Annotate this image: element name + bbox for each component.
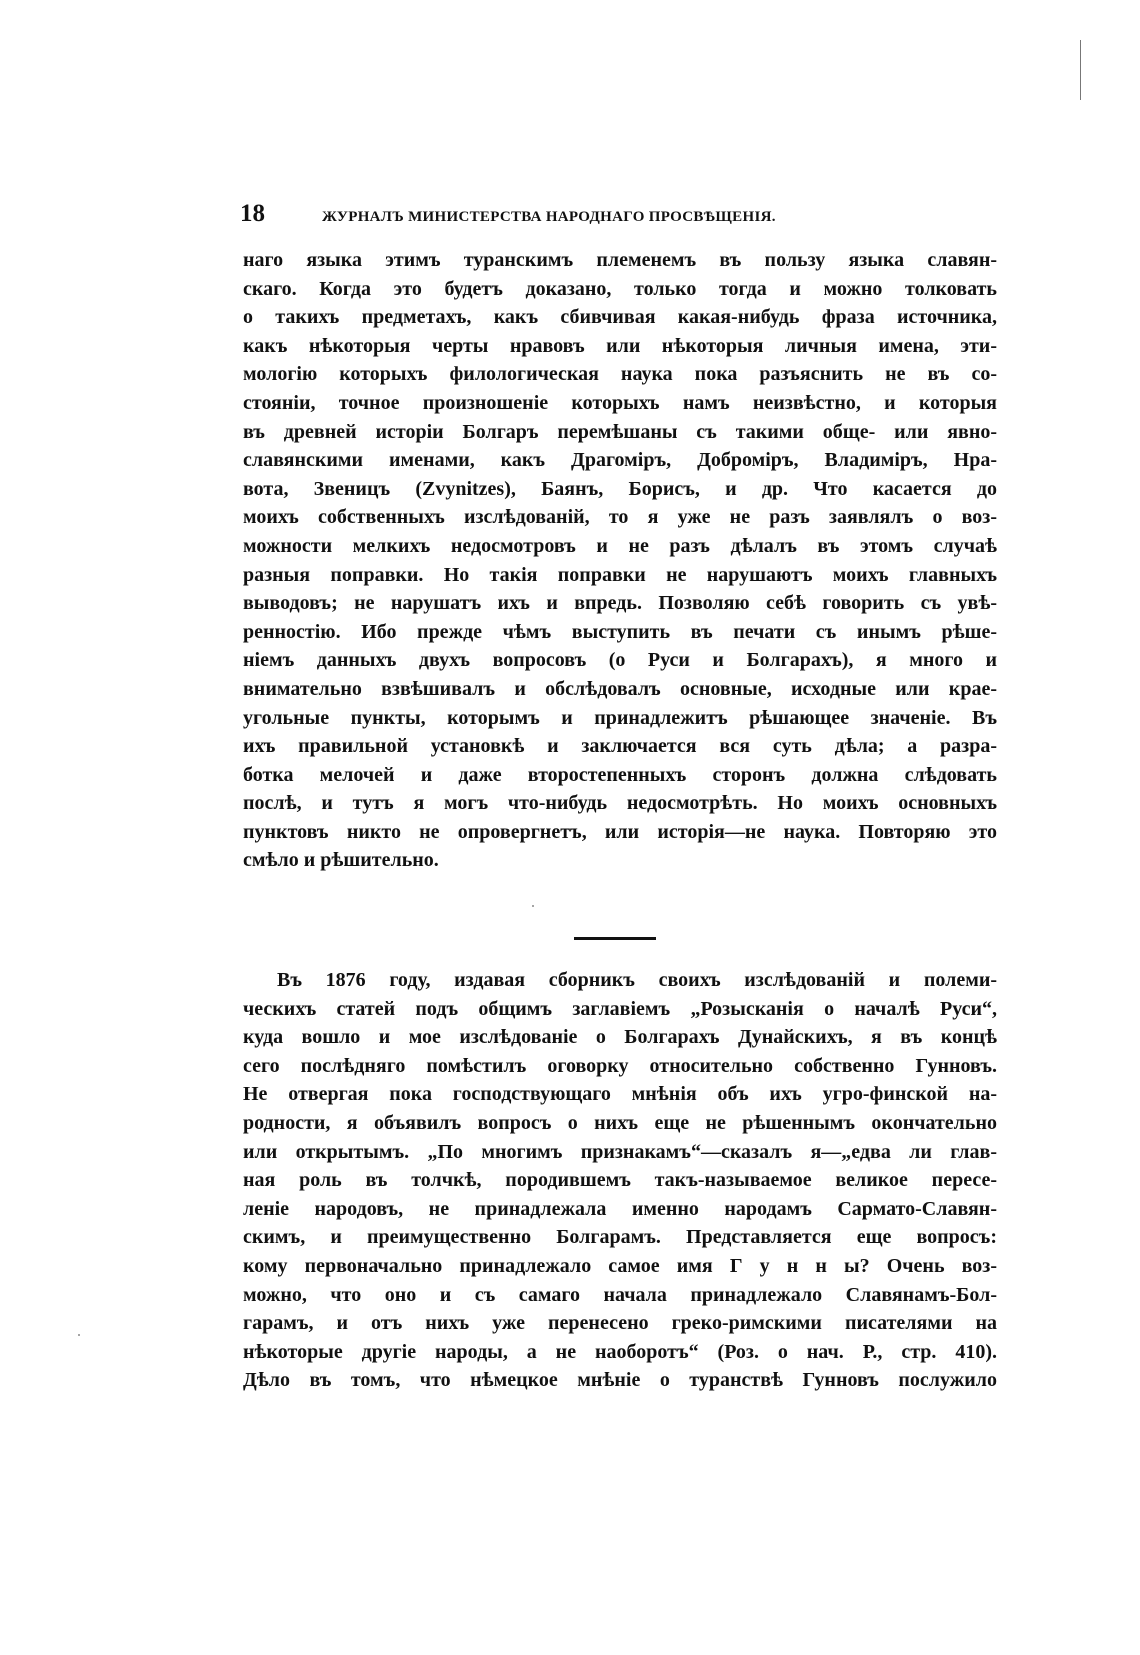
running-title: ЖУРНАЛЪ МИНИСТЕРСТВА НАРОДНАГО ПРОСВѢЩЕНІЯ. xyxy=(322,209,776,225)
text-line: куда вошло и мое изслѣдованіе о Болгарахъ Дунайскихъ, я въ концѣ xyxy=(243,1026,997,1049)
text-line: скимъ, и преимущественно Болгарамъ. Представляется еще вопросъ: xyxy=(243,1226,997,1249)
text-line: о такихъ предметахъ, какъ сбивчивая какая-нибудь фраза источника, xyxy=(243,306,997,329)
text-line: ренностію. Ибо прежде чѣмъ выступить въ печати съ инымъ рѣше- xyxy=(243,620,997,643)
text-line: угольные пункты, которымъ и принадлежитъ рѣшающее значеніе. Въ xyxy=(243,706,997,729)
text-line: наго языка этимъ туранскимъ племенемъ въ пользу языка славян- xyxy=(243,249,997,271)
page-number: 18 xyxy=(240,200,265,227)
scan-edge-mark xyxy=(1080,40,1081,100)
text-line: родности, я объявилъ вопросъ о нихъ еще не рѣшеннымъ окончательно xyxy=(243,1111,997,1134)
text-line: ихъ правильной установкѣ и заключается вся суть дѣла; а разра- xyxy=(243,735,997,758)
text-line: разныя поправки. Но такія поправки не нарушаютъ моихъ главныхъ xyxy=(243,563,997,586)
text-line: какъ нѣкоторыя черты нравовъ или нѣкоторыя личныя имена, эти- xyxy=(243,334,997,357)
text-line: послѣ, и тутъ я могъ что-нибудь недосмотрѣть. Но моихъ основныхъ xyxy=(243,792,997,815)
text-line: гарамъ, и отъ нихъ уже перенесено греко-римскими писателями на xyxy=(243,1312,997,1335)
text-line: ческихъ статей подъ общимъ заглавіемъ „Розысканія о началѣ Руси“, xyxy=(243,997,997,1020)
text-line: пунктовъ никто не опровергнетъ, или исторія—не наука. Повторяю это xyxy=(243,820,997,843)
text-line: мологію которыхъ филологическая наука пока разъяснить не въ со- xyxy=(243,363,997,386)
text-line: славянскими именами, какъ Драгоміръ, Доброміръ, Владиміръ, Нра- xyxy=(243,449,997,472)
text-line: ботка мелочей и даже второстепенныхъ сторонъ должна слѣдовать xyxy=(243,763,997,786)
text-line: въ древней исторіи Болгаръ перемѣшаны съ такими обще- или явно- xyxy=(243,420,997,443)
text-line: Не отвергая пока господствующаго мнѣнія объ ихъ угро-финской на- xyxy=(243,1083,997,1106)
text-line: можно, что оно и съ самаго начала принадлежало Славянамъ-Бол- xyxy=(243,1283,997,1306)
scan-speck xyxy=(532,905,534,907)
text-line: леніе народовъ, не принадлежала именно народамъ Сармато-Славян- xyxy=(243,1197,997,1220)
paragraph-1 xyxy=(243,246,997,875)
text-line: смѣло и рѣшительно. xyxy=(243,849,439,872)
text-line: Въ 1876 году, издавая сборникъ своихъ изслѣдованій и полеми- xyxy=(277,969,997,991)
text-line: ніемъ данныхъ двухъ вопросовъ (о Руси и Болгарахъ), я много и xyxy=(243,649,997,672)
section-divider xyxy=(574,937,656,940)
text-line: стояніи, точное произношеніе которыхъ намъ неизвѣстно, и которыя xyxy=(243,391,997,414)
text-line: нѣкоторые другіе народы, а не наоборотъ“ (Роз. о нач. Р., стр. 410). xyxy=(243,1340,997,1363)
text-line: скаго. Когда это будетъ доказано, только тогда и можно толковать xyxy=(243,277,997,300)
text-line: моихъ собственныхъ изслѣдованій, то я уже не разъ заявлялъ о воз- xyxy=(243,506,997,529)
page-header xyxy=(240,200,1000,234)
text-line: можности мелкихъ недосмотровъ и не разъ дѣлалъ въ этомъ случаѣ xyxy=(243,534,997,557)
scan-speck xyxy=(78,1334,80,1336)
paragraph-2 xyxy=(243,966,997,1395)
text-line: вота, Звеницъ (Zvynitzes), Баянъ, Борисъ, и др. Что касается до xyxy=(243,477,997,500)
text-line: или открытымъ. „По многимъ признакамъ“—сказалъ я—„едва ли глав- xyxy=(243,1140,997,1163)
text-line: кому первоначально принадлежало самое имя Г у н н ы? Очень воз- xyxy=(243,1254,997,1277)
text-line: Дѣло въ томъ, что нѣмецкое мнѣніе о туранствѣ Гунновъ послужило xyxy=(243,1369,997,1392)
text-line: ная роль въ толчкѣ, породившемъ такъ-называемое великое пересе- xyxy=(243,1169,997,1192)
text-line: сего послѣдняго помѣстилъ оговорку относительно собственно Гунновъ. xyxy=(243,1054,997,1077)
text-line: выводовъ; не нарушатъ ихъ и впредь. Позволяю себѣ говорить съ увѣ- xyxy=(243,592,997,615)
text-line: внимательно взвѣшивалъ и обслѣдовалъ основные, исходные или крае- xyxy=(243,677,997,700)
